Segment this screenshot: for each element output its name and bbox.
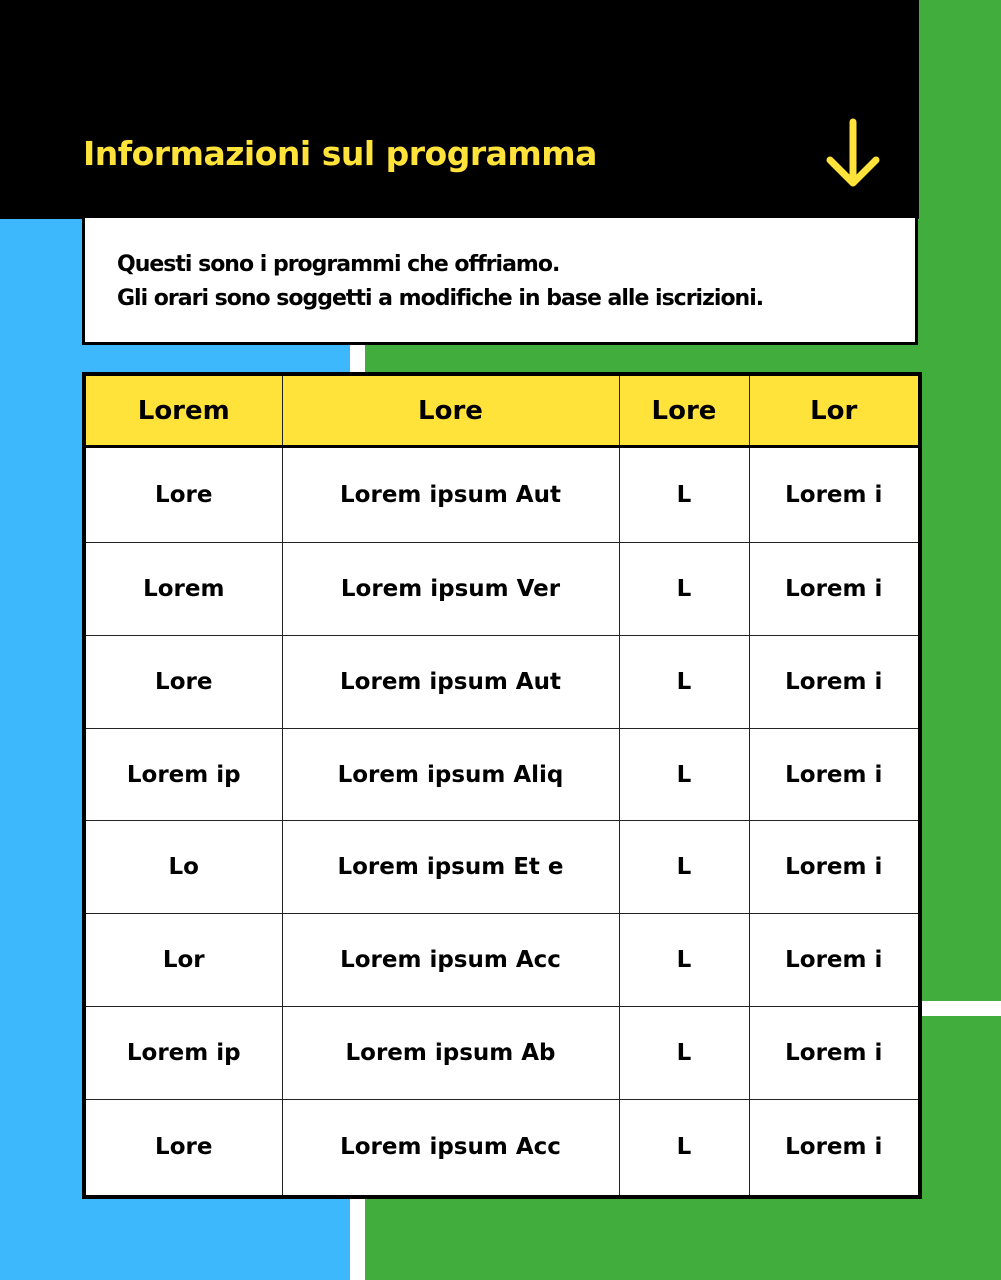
table-cell: L	[619, 821, 749, 914]
table-cell: Lorem ipsum Aliq	[282, 728, 619, 821]
table-row	[84, 635, 920, 728]
table-cell: Lorem ipsum Ab	[282, 1006, 619, 1099]
table-header-row	[84, 374, 920, 447]
table-cell: Lorem ipsum Ver	[282, 543, 619, 636]
intro-line-1: Questi sono i programmi che offriamo.	[117, 252, 560, 277]
table-cell: Lo	[84, 821, 282, 914]
table-cell: L	[619, 914, 749, 1007]
table-cell: Lorem ip	[84, 728, 282, 821]
table-cell: Lorem i	[749, 1099, 920, 1197]
column-header: Lore	[619, 374, 749, 447]
table-row	[84, 728, 920, 821]
arrow-down-icon	[822, 118, 884, 190]
table-cell: L	[619, 635, 749, 728]
table-cell: Lorem ipsum Aut	[282, 635, 619, 728]
table-cell: Lorem i	[749, 635, 920, 728]
table-cell: Lorem ipsum Acc	[282, 914, 619, 1007]
table-cell: Lore	[84, 447, 282, 543]
table-row	[84, 1099, 920, 1197]
intro-box	[82, 218, 918, 345]
program-table	[82, 372, 922, 1199]
table-cell: Lorem i	[749, 728, 920, 821]
table-cell: Lorem	[84, 543, 282, 636]
table-cell: Lore	[84, 1099, 282, 1197]
table-row	[84, 1006, 920, 1099]
table-cell: Lorem i	[749, 821, 920, 914]
table-cell: Lorem ipsum Et e	[282, 821, 619, 914]
table-cell: L	[619, 543, 749, 636]
table-cell: L	[619, 1006, 749, 1099]
table-cell: Lorem i	[749, 543, 920, 636]
table-row	[84, 914, 920, 1007]
table-cell: L	[619, 1099, 749, 1197]
background-stripe-horizontal	[918, 1001, 1001, 1016]
table-cell: L	[619, 447, 749, 543]
table-row	[84, 447, 920, 543]
page-title: Informazioni sul programma	[83, 134, 597, 173]
table-cell: L	[619, 728, 749, 821]
header-banner	[0, 0, 919, 219]
table-cell: Lorem i	[749, 914, 920, 1007]
table-cell: Lor	[84, 914, 282, 1007]
table-cell: Lorem i	[749, 447, 920, 543]
column-header: Lor	[749, 374, 920, 447]
table-row	[84, 821, 920, 914]
table-cell: Lorem ip	[84, 1006, 282, 1099]
table-cell: Lore	[84, 635, 282, 728]
table-cell: Lorem ipsum Aut	[282, 447, 619, 543]
table-row	[84, 543, 920, 636]
column-header: Lorem	[84, 374, 282, 447]
table-cell: Lorem i	[749, 1006, 920, 1099]
table-cell: Lorem ipsum Acc	[282, 1099, 619, 1197]
column-header: Lore	[282, 374, 619, 447]
intro-line-2: Gli orari sono soggetti a modifiche in base alle iscrizioni.	[117, 286, 764, 311]
